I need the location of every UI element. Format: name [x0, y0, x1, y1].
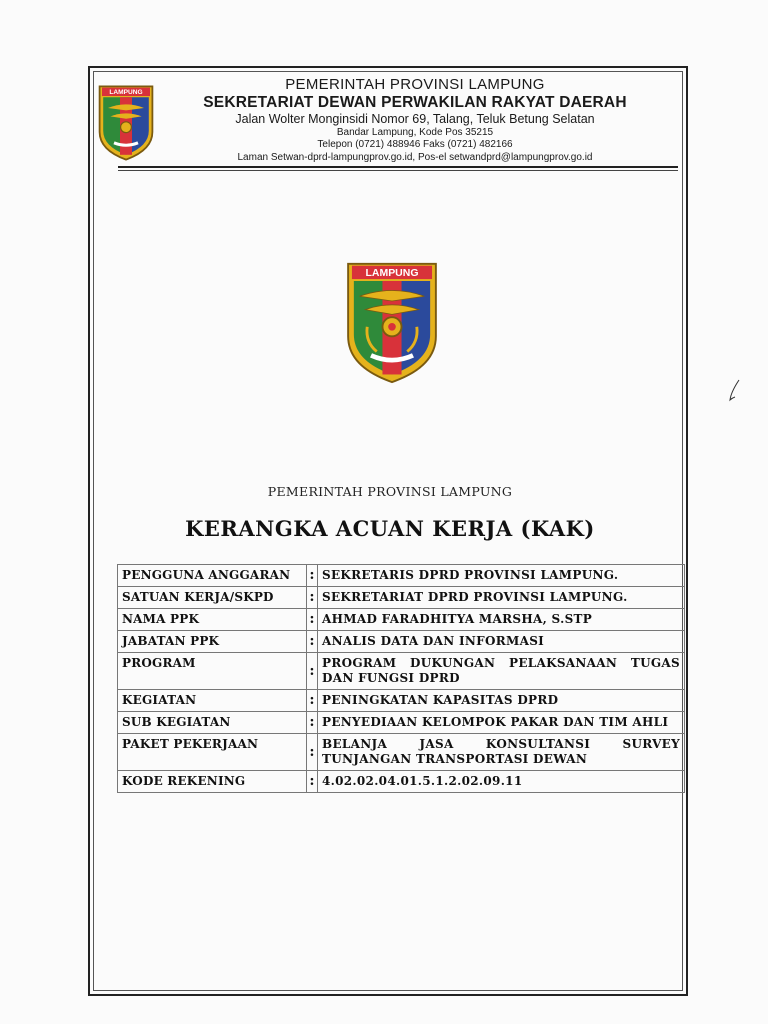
row-separator: : — [307, 771, 318, 793]
letterhead-rule-thin — [118, 170, 678, 171]
letterhead — [160, 76, 670, 164]
row-separator: : — [307, 690, 318, 712]
table-row — [118, 771, 685, 793]
table-row — [118, 565, 685, 587]
row-label: SUB KEGIATAN — [118, 712, 307, 734]
table-row — [118, 631, 685, 653]
lampung-emblem-large-icon — [343, 260, 441, 384]
lampung-emblem-small-icon — [96, 84, 156, 162]
table-row — [118, 712, 685, 734]
row-value: 4.02.02.04.01.5.1.2.02.09.11 — [318, 771, 685, 793]
table-row — [118, 734, 685, 771]
row-value: PENYEDIAAN KELOMPOK PAKAR DAN TIM AHLI — [318, 712, 685, 734]
row-separator: : — [307, 587, 318, 609]
row-label: KEGIATAN — [118, 690, 307, 712]
row-separator: : — [307, 565, 318, 587]
letterhead-contact: Laman Setwan-dprd-lampungprov.go.id, Pos-el setwandprd@lampungprov.go.id — [237, 152, 593, 163]
row-label: PENGGUNA ANGGARAN — [118, 565, 307, 587]
row-separator: : — [307, 712, 318, 734]
table-row — [118, 690, 685, 712]
row-value: ANALIS DATA DAN INFORMASI — [318, 631, 685, 653]
letterhead-city: Bandar Lampung, Kode Pos 35215 — [336, 127, 494, 138]
document-title: KERANGKA ACUAN KERJA (KAK) — [185, 516, 595, 541]
letterhead-institution: SEKRETARIAT DEWAN PERWAKILAN RAKYAT DAERAH — [203, 94, 627, 111]
letterhead-address: Jalan Wolter Monginsidi Nomor 69, Talang, Teluk Betung Selatan — [235, 112, 595, 126]
table-row — [118, 609, 685, 631]
row-value: BELANJA JASA KONSULTANSI SURVEY TUNJANGAN TRANSPORTASI DEWAN — [318, 734, 685, 771]
row-separator: : — [307, 734, 318, 771]
letterhead-government: PEMERINTAH PROVINSI LAMPUNG — [285, 76, 545, 93]
row-value: SEKRETARIAT DPRD PROVINSI LAMPUNG. — [318, 587, 685, 609]
table-row — [118, 653, 685, 690]
row-separator: : — [307, 609, 318, 631]
row-value: PROGRAM DUKUNGAN PELAKSANAAN TUGAS DAN FUNGSI DPRD — [318, 653, 685, 690]
row-label: SATUAN KERJA/SKPD — [118, 587, 307, 609]
kak-info-table — [117, 564, 685, 793]
letterhead-phone: Telepon (0721) 488946 Faks (0721) 482166 — [317, 139, 513, 150]
row-separator: : — [307, 631, 318, 653]
table-row — [118, 587, 685, 609]
row-label: JABATAN PPK — [118, 631, 307, 653]
row-separator: : — [307, 653, 318, 690]
row-label: PROGRAM — [118, 653, 307, 690]
svg-text:LAMPUNG: LAMPUNG — [365, 268, 419, 280]
row-value: SEKRETARIS DPRD PROVINSI LAMPUNG. — [318, 565, 685, 587]
document-subtitle: PEMERINTAH PROVINSI LAMPUNG — [267, 484, 513, 499]
svg-text:LAMPUNG: LAMPUNG — [109, 89, 143, 97]
row-label: NAMA PPK — [118, 609, 307, 631]
row-value: PENINGKATAN KAPASITAS DPRD — [318, 690, 685, 712]
row-value: AHMAD FARADHITYA MARSHA, S.STP — [318, 609, 685, 631]
row-label: PAKET PEKERJAAN — [118, 734, 307, 771]
letterhead-rule-thick — [118, 166, 678, 168]
pen-stroke-mark — [725, 378, 745, 404]
row-label: KODE REKENING — [118, 771, 307, 793]
